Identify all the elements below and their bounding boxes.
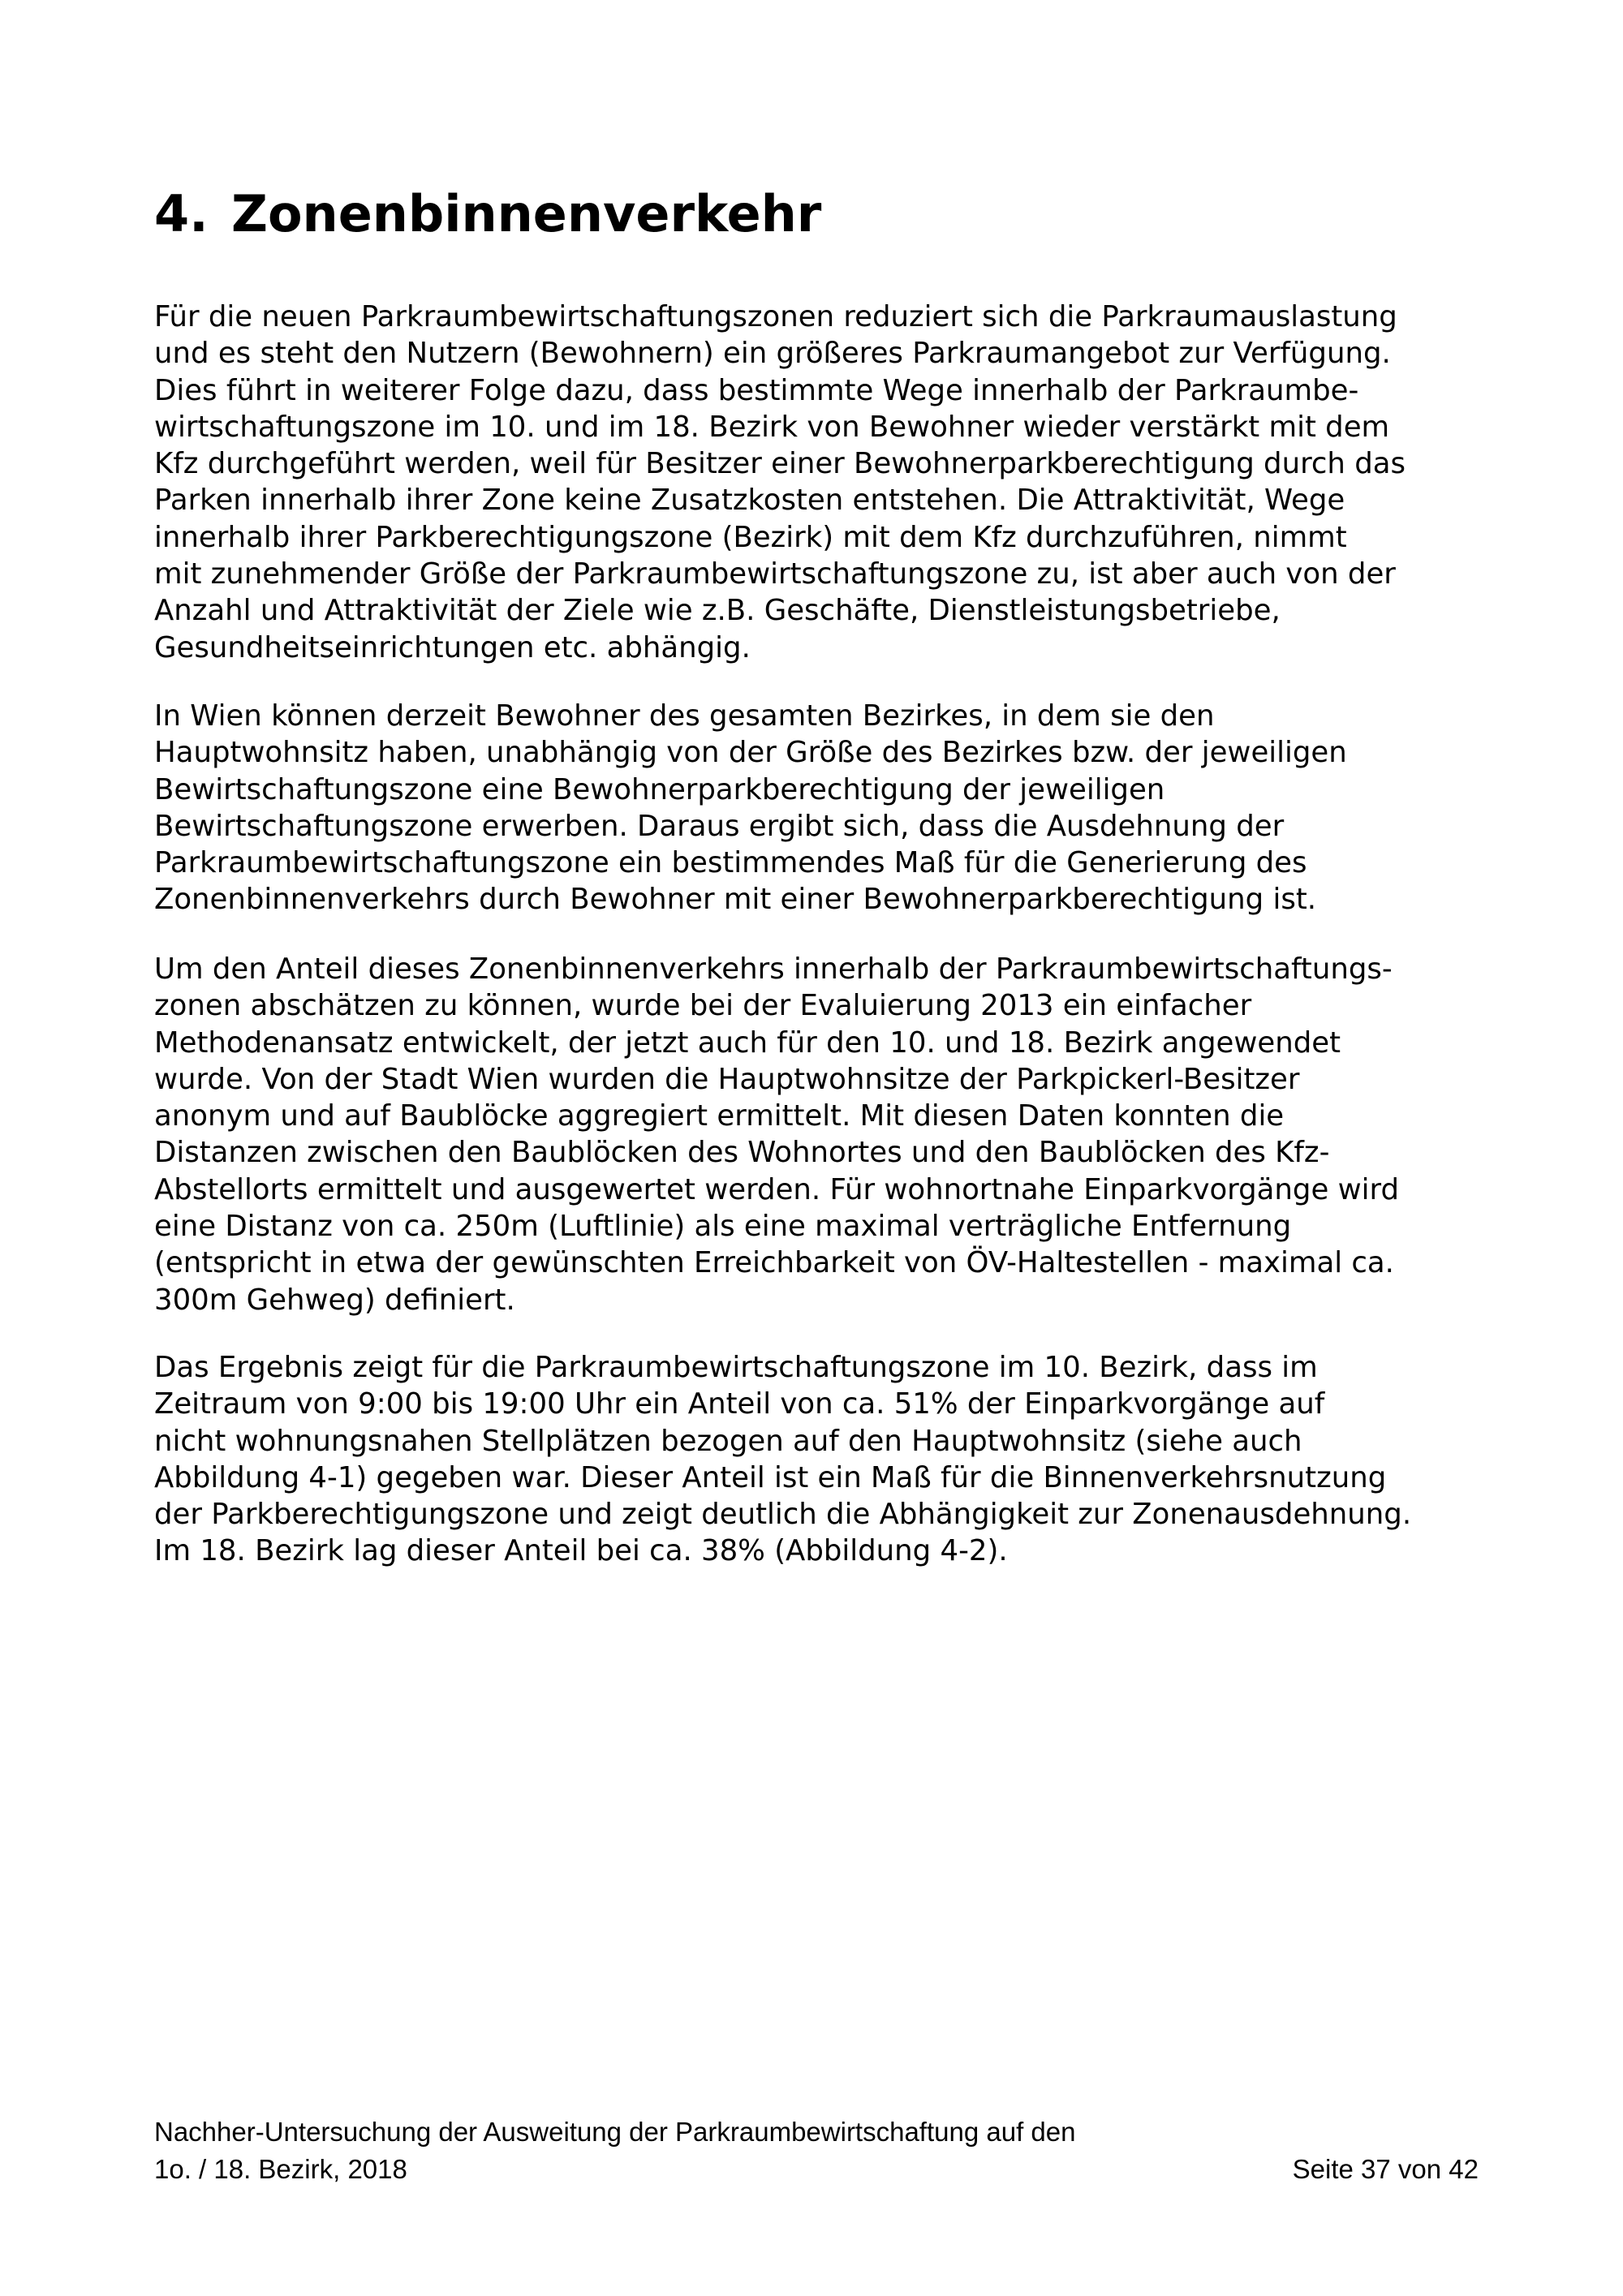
paragraph-line: Anzahl und Attraktivität der Ziele wie z.B. Geschäfte, Dienstleistungsbetriebe, bbox=[154, 594, 1281, 628]
paragraph-line: Bewirtschaftungszone eine Bewohnerparkberechtigung der jeweiligen bbox=[154, 772, 1165, 806]
paragraph-line: zonen abschätzen zu können, wurde bei der Evaluierung 2013 ein einfacher bbox=[154, 989, 1252, 1023]
footer-document-title: Nachher-Untersuchung der Ausweitung der Parkraumbewirtschaftung auf den bbox=[154, 2117, 1076, 2147]
paragraph-line: mit zunehmender Größe der Parkraumbewirtschaftungszone zu, ist aber auch von der bbox=[154, 557, 1396, 591]
paragraph-line: wirtschaftungszone im 10. und im 18. Bezirk von Bewohner wieder verstärkt mit dem bbox=[154, 410, 1390, 444]
paragraph-line: nicht wohnungsnahen Stellplätzen bezogen auf den Hauptwohnsitz (siehe auch bbox=[154, 1424, 1302, 1458]
paragraph-line: (entspricht in etwa der gewünschten Erreichbarkeit von ÖV-Haltestellen - maximal ca. bbox=[154, 1246, 1394, 1280]
paragraph-line: wurde. Von der Stadt Wien wurden die Hauptwohnsitze der Parkpickerl-Besitzer bbox=[154, 1062, 1300, 1096]
footer-row-1 bbox=[154, 2113, 1479, 2151]
paragraph-line: 300m Gehweg) definiert. bbox=[154, 1283, 515, 1317]
paragraph-line: Im 18. Bezirk lag dieser Anteil bei ca. 38% (Abbildung 4-2). bbox=[154, 1534, 1008, 1568]
paragraph-line: Bewirtschaftungszone erwerben. Daraus ergibt sich, dass die Ausdehnung der bbox=[154, 809, 1285, 843]
paragraph-line: Methodenansatz entwickelt, der jetzt auch für den 10. und 18. Bezirk angewendet bbox=[154, 1025, 1341, 1060]
paragraph-line: In Wien können derzeit Bewohner des gesamten Bezirkes, in dem sie den bbox=[154, 699, 1215, 733]
paragraph-line: eine Distanz von ca. 250m (Luftlinie) als eine maximal verträgliche Entfernung bbox=[154, 1210, 1292, 1244]
footer-page-number: Seite 37 von 42 bbox=[1292, 2154, 1479, 2184]
paragraph-line: Hauptwohnsitz haben, unabhängig von der Größe des Bezirkes bzw. der jeweiligen bbox=[154, 736, 1347, 770]
paragraph-line: Um den Anteil dieses Zonenbinnenverkehrs innerhalb der Parkraumbewirtschaftungs- bbox=[154, 952, 1393, 986]
paragraph-line: innerhalb ihrer Parkberechtigungszone (Bezirk) mit dem Kfz durchzuführen, nimmt bbox=[154, 520, 1347, 554]
paragraph-line: und es steht den Nutzern (Bewohnern) ein größeres Parkraumangebot zur Verfügung. bbox=[154, 337, 1391, 371]
page-footer bbox=[154, 2113, 1479, 2188]
paragraph-line: Parkraumbewirtschaftungszone ein bestimmendes Maß für die Generierung des bbox=[154, 846, 1307, 880]
paragraph-2 bbox=[154, 698, 1501, 918]
footer-row-2 bbox=[154, 2151, 1479, 2188]
paragraph-4 bbox=[154, 1349, 1501, 1570]
section-heading bbox=[154, 185, 821, 243]
paragraph-line: Abbildung 4-1) gegeben war. Dieser Anteil ist ein Maß für die Binnenverkehrsnutzung bbox=[154, 1460, 1387, 1494]
section-title: Zonenbinnenverkehr bbox=[231, 184, 822, 243]
footer-document-subtitle: 1o. / 18. Bezirk, 2018 bbox=[154, 2154, 407, 2184]
paragraph-line: Zonenbinnenverkehrs durch Bewohner mit einer Bewohnerparkberechtigung ist. bbox=[154, 883, 1317, 917]
paragraph-line: Kfz durchgeführt werden, weil für Besitzer einer Bewohnerparkberechtigung durch das bbox=[154, 447, 1406, 481]
paragraph-line: Abstellorts ermittelt und ausgewertet werden. Für wohnortnahe Einparkvorgänge wird bbox=[154, 1172, 1399, 1206]
paragraph-line: Zeitraum von 9:00 bis 19:00 Uhr ein Anteil von ca. 51% der Einparkvorgänge auf bbox=[154, 1387, 1325, 1421]
paragraph-line: Gesundheitseinrichtungen etc. abhängig. bbox=[154, 630, 751, 664]
section-number: 4. bbox=[154, 184, 209, 243]
paragraph-1 bbox=[154, 299, 1501, 666]
paragraph-line: der Parkberechtigungszone und zeigt deutlich die Abhängigkeit zur Zonenausdehnung. bbox=[154, 1498, 1412, 1532]
paragraph-line: Das Ergebnis zeigt für die Parkraumbewirtschaftungszone im 10. Bezirk, dass im bbox=[154, 1351, 1318, 1384]
paragraph-line: anonym und auf Baublöcke aggregiert ermittelt. Mit diesen Daten konnten die bbox=[154, 1099, 1285, 1133]
paragraph-line: Für die neuen Parkraumbewirtschaftungszonen reduziert sich die Parkraumauslastung bbox=[154, 300, 1397, 333]
paragraph-line: Parken innerhalb ihrer Zone keine Zusatzkosten entstehen. Die Attraktivität, Wege bbox=[154, 484, 1345, 518]
paragraph-line: Distanzen zwischen den Baublöcken des Wohnortes und den Baublöcken des Kfz- bbox=[154, 1136, 1330, 1170]
paragraph-line: Dies führt in weiterer Folge dazu, dass bestimmte Wege innerhalb der Parkraumbe- bbox=[154, 373, 1359, 407]
paragraph-3 bbox=[154, 951, 1501, 1318]
